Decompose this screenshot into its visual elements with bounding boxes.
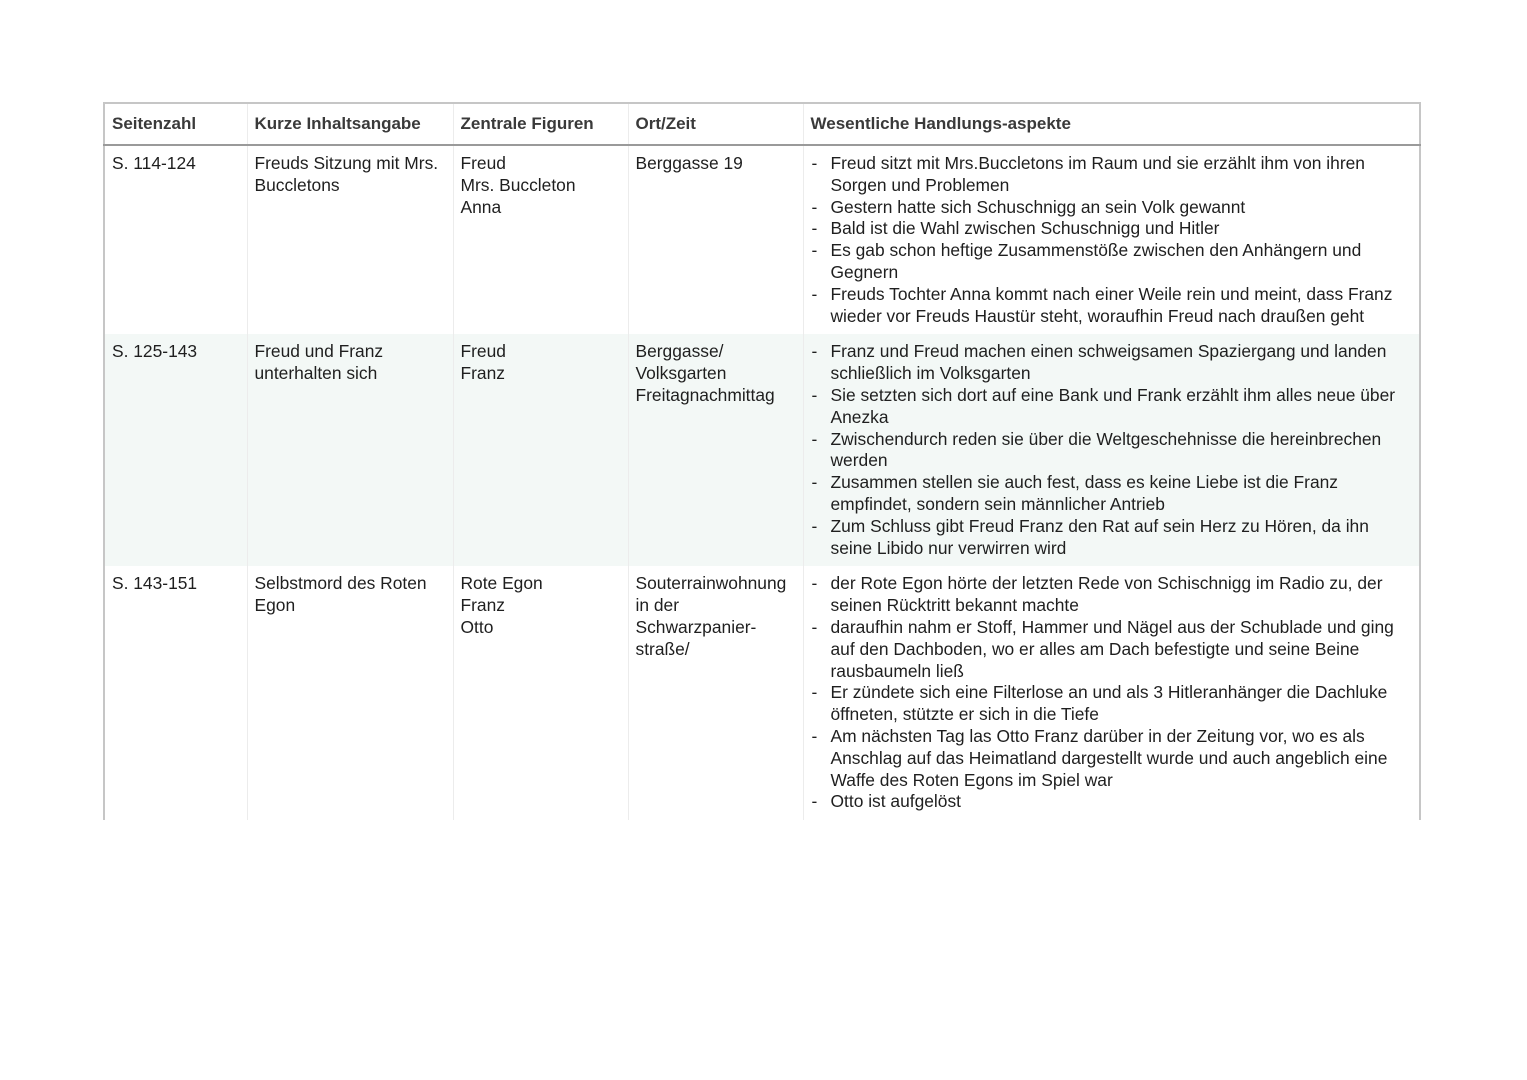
- cell-summary: Freuds Sitzung mit Mrs. Buccletons: [247, 145, 453, 334]
- table-row: [104, 145, 1420, 334]
- place-time-line: Volksgarten: [635, 363, 727, 384]
- bullet-dash: -: [811, 682, 818, 703]
- cell-figures: [453, 334, 628, 566]
- figure-name: Franz: [460, 363, 505, 384]
- cell-summary: Freud und Franz unterhalten sich: [247, 334, 453, 566]
- bullet-dash: -: [811, 341, 818, 362]
- aspect-text: Am nächsten Tag las Otto Franz darüber in der Zeitung vor, wo es als Anschlag auf das Heimatland dargestellt wurde und auch angeblich eine Waffe des Roten Egons im Spiel war: [830, 725, 1388, 790]
- header-summary: Kurze Inhaltsangabe: [247, 103, 453, 145]
- bullet-dash: -: [811, 428, 818, 449]
- aspect-text: Zusammen stellen sie auch fest, dass es keine Liebe ist die Franz empfindet, sondern sein männlicher Antrieb: [830, 472, 1338, 514]
- bullet-dash: -: [811, 283, 818, 304]
- aspect-text: Es gab schon heftige Zusammenstöße zwischen den Anhängern und Gegnern: [830, 240, 1362, 282]
- table-row: [104, 334, 1420, 566]
- aspect-item: [810, 341, 1416, 385]
- cell-figures: [453, 566, 628, 820]
- cell-aspects: [803, 566, 1420, 820]
- bullet-dash: -: [811, 218, 818, 239]
- figure-name: Mrs. Buccleton: [460, 174, 576, 195]
- aspect-text: Freuds Tochter Anna kommt nach einer Weile rein und meint, dass Franz wieder vor Freuds Haustür steht, woraufhin Freud nach draußen geht: [830, 283, 1393, 326]
- figure-name: Franz: [460, 595, 505, 616]
- aspect-text: Otto ist aufgelöst: [830, 791, 961, 812]
- aspects-list: [810, 341, 1416, 559]
- aspect-item: [810, 197, 1416, 219]
- aspect-text: Bald ist die Wahl zwischen Schuschnigg und Hitler: [830, 218, 1220, 239]
- cell-pages: S. 114-124: [104, 145, 247, 334]
- header-aspects: Wesentliche Handlungs-aspekte: [803, 103, 1420, 145]
- aspect-item: [810, 385, 1416, 429]
- bullet-dash: -: [811, 573, 818, 594]
- bullet-dash: -: [811, 515, 818, 536]
- cell-place-time: [628, 566, 803, 820]
- cell-summary: Selbstmord des Roten Egon: [247, 566, 453, 820]
- cell-place-time: [628, 334, 803, 566]
- aspect-item: [810, 573, 1416, 617]
- header-place-time: Ort/Zeit: [628, 103, 803, 145]
- table-header-row: [104, 103, 1420, 145]
- figure-name: Rote Egon: [460, 573, 543, 594]
- aspect-item: [810, 516, 1416, 560]
- cell-place-time: [628, 145, 803, 334]
- aspect-item: [810, 284, 1416, 328]
- aspect-text: Gestern hatte sich Schuschnigg an sein Volk gewannt: [830, 196, 1246, 217]
- figure-name: Anna: [460, 196, 502, 217]
- aspect-item: [810, 240, 1416, 284]
- bullet-dash: -: [811, 472, 818, 493]
- place-time-line: Souterrainwohnung in der Schwarzpanier-straße/: [635, 573, 787, 659]
- place-time-line: Freitagnachmittag: [635, 384, 775, 405]
- cell-pages: S. 125-143: [104, 334, 247, 566]
- aspect-text: Franz und Freud machen einen schweigsamen Spaziergang und landen schließlich im Volksgarten: [830, 341, 1387, 384]
- cell-pages: S. 143-151: [104, 566, 247, 820]
- bullet-dash: -: [811, 616, 818, 637]
- aspect-item: [810, 726, 1416, 791]
- aspects-list: [810, 573, 1416, 813]
- cell-figures: [453, 145, 628, 334]
- header-figures: Zentrale Figuren: [453, 103, 628, 145]
- aspect-text: Sie setzten sich dort auf eine Bank und Frank erzählt ihm alles neue über Anezka: [830, 384, 1396, 427]
- bullet-dash: -: [811, 240, 818, 261]
- aspect-item: [810, 429, 1416, 473]
- place-time-line: Berggasse 19: [635, 153, 743, 173]
- aspect-item: [810, 791, 1416, 813]
- place-time-line: Berggasse/: [635, 341, 724, 362]
- bullet-dash: -: [811, 384, 818, 405]
- aspect-item: [810, 472, 1416, 516]
- aspect-item: [810, 682, 1416, 726]
- bullet-dash: -: [811, 791, 818, 812]
- bullet-dash: -: [811, 153, 818, 173]
- aspect-text: Freud sitzt mit Mrs.Buccletons im Raum und sie erzählt ihm von ihren Sorgen und Problemen: [830, 153, 1365, 195]
- aspect-text: daraufhin nahm er Stoff, Hammer und Nägel aus der Schublade und ging auf den Dachboden, wo er alles am Dach befestigte und seine Beine rausbaumeln ließ: [830, 616, 1394, 681]
- bullet-dash: -: [811, 725, 818, 746]
- cell-aspects: [803, 145, 1420, 334]
- aspects-list: [810, 153, 1416, 327]
- figure-name: Otto: [460, 616, 494, 637]
- aspect-text: der Rote Egon hörte der letzten Rede von Schischnigg im Radio zu, der seinen Rücktritt bekannt machte: [830, 573, 1383, 616]
- figure-name: Freud: [460, 341, 506, 362]
- aspect-item: [810, 218, 1416, 240]
- table-row: [104, 566, 1420, 820]
- summary-table: [103, 102, 1421, 820]
- figure-name: Freud: [460, 153, 506, 173]
- header-pages: Seitenzahl: [104, 103, 247, 145]
- aspect-text: Er zündete sich eine Filterlose an und als 3 Hitleranhänger die Dachluke öffneten, stützte er sich in die Tiefe: [830, 682, 1388, 725]
- aspect-item: [810, 617, 1416, 682]
- bullet-dash: -: [811, 196, 818, 217]
- aspect-text: Zwischendurch reden sie über die Weltgeschehnisse die hereinbrechen werden: [830, 428, 1382, 471]
- aspect-item: [810, 153, 1416, 197]
- cell-aspects: [803, 334, 1420, 566]
- aspect-text: Zum Schluss gibt Freud Franz den Rat auf sein Herz zu Hören, da ihn seine Libido nur verwirren wird: [830, 515, 1369, 558]
